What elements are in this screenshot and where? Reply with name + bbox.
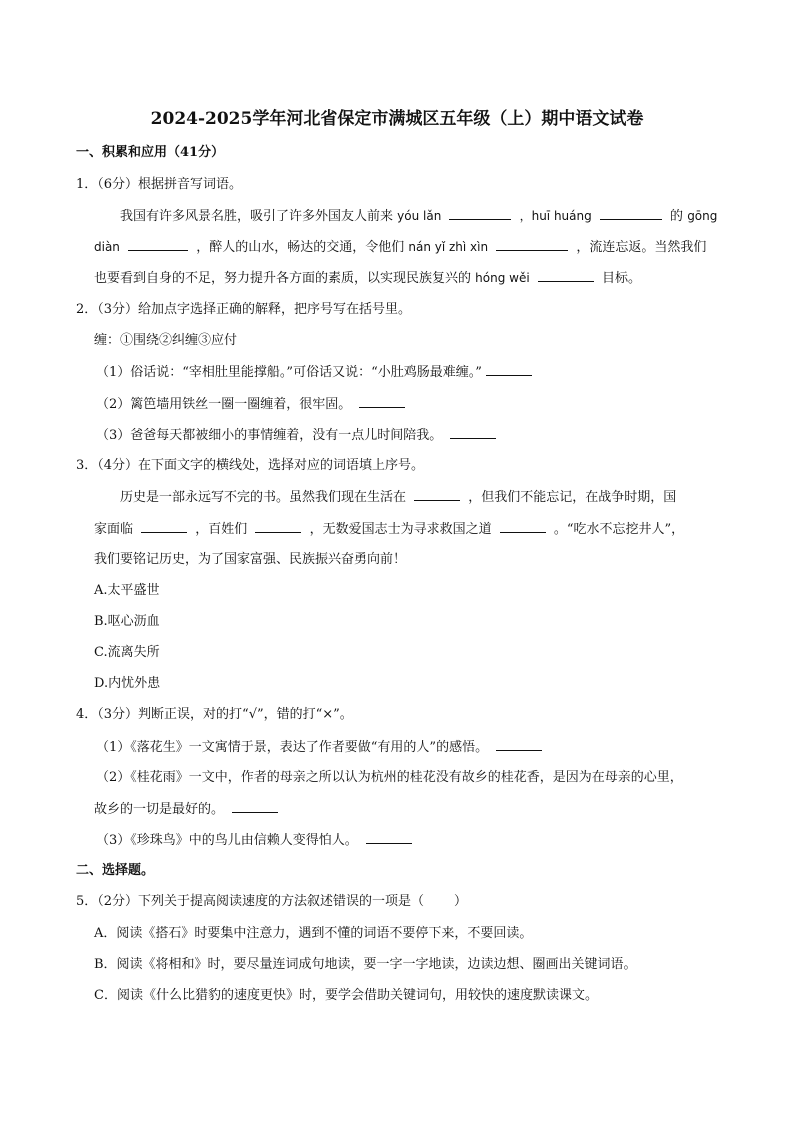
question-5-option-c: C．阅读《什么比猎豹的速度更快》时，要学会借助关键词句，用较快的速度默读课文。 — [94, 988, 598, 1003]
pinyin-huihuang: ，huī huáng — [519, 209, 592, 223]
question-4-item-2-cont — [94, 800, 282, 819]
passage-text: ，无数爱国志士为寻求救国之道 — [309, 522, 492, 537]
answer-blank[interactable] — [496, 238, 568, 251]
q1-text: 目标。 — [601, 271, 641, 286]
question-4-item-1 — [96, 738, 546, 757]
pinyin-hongwei: hóng wěi — [475, 271, 530, 285]
option-a: A.太平盛世 — [94, 583, 160, 598]
answer-blank[interactable] — [538, 269, 594, 282]
answer-blank[interactable] — [366, 831, 412, 844]
question-5-stem — [76, 893, 467, 911]
pinyin-youlan: yóu lǎn — [397, 209, 442, 223]
pinyin-nanyizhixin: nán yǐ zhì xìn — [408, 240, 489, 254]
question-2-sentence-2 — [96, 395, 409, 414]
question-3-stem: 3．（4分）在下面文字的横线处，选择对应的词语填上序号。 — [76, 458, 425, 473]
section-heading-2: 二、选择题。 — [76, 863, 155, 878]
section-heading-1: 一、积累和应用（41分） — [76, 145, 225, 160]
sentence-text: （1）俗话说：“宰相肚里能撑船。”可俗话又说：“小肚鸡肠最难缠。” — [96, 365, 482, 380]
question-2-stem: 2．（3分）给加点字选择正确的解释，把序号写在括号里。 — [76, 302, 412, 317]
question-5-option-b: B．阅读《将相和》时，要尽量连词成句地读，要一字一字地读，边读边想、圈画出关键词语。 — [94, 957, 637, 972]
question-2-definition: 缠：①围绕②纠缠③应付 — [94, 333, 238, 348]
option-b: B.呕心沥血 — [94, 614, 160, 629]
question-4-item-3 — [96, 831, 416, 850]
sentence-text: （2）篱笆墙用铁丝一圈一圈缠着，很牢固。 — [96, 397, 352, 412]
sentence-text: （3）爸爸每天都被细小的事情缠着，没有一点儿时间陪我。 — [96, 428, 443, 443]
question-2-sentence-1 — [96, 363, 536, 382]
passage-text: 。“吃水不忘挖井人”， — [553, 522, 685, 537]
question-3-line-2 — [94, 520, 684, 539]
stem-text: 5．（2分）下列关于提高阅读速度的方法叙述错误的一项是（ — [76, 894, 425, 909]
passage-text: 历史是一部永远写不完的书。虽然我们现在生活在 — [120, 490, 407, 505]
passage-text: ，但我们不能忘记，在战争时期，国 — [468, 490, 677, 505]
option-d: D.内忧外患 — [94, 676, 161, 691]
question-1-line-2 — [94, 238, 706, 257]
answer-blank[interactable] — [496, 738, 542, 751]
statement-text: （3）《珍珠鸟》中的鸟儿由信赖人变得怕人。 — [96, 833, 358, 848]
question-1-line-3 — [94, 269, 641, 288]
question-4-stem: 4．（3分）判断正误，对的打“√”，错的打“×”。 — [76, 707, 353, 722]
question-4-item-2: （2）《桂花雨》一文中，作者的母亲之所以认为杭州的桂花没有故乡的桂花香，是因为在母亲的心里， — [96, 770, 683, 785]
stem-text: ） — [454, 894, 468, 909]
answer-blank[interactable] — [359, 395, 405, 408]
answer-blank[interactable] — [449, 207, 511, 220]
pinyin-gongdian-1: gōng — [687, 209, 718, 223]
question-1-stem: 1．（6分）根据拼音写词语。 — [76, 177, 243, 192]
passage-text: ，百姓们 — [195, 522, 248, 537]
answer-blank[interactable] — [255, 520, 301, 533]
question-5-option-a: A．阅读《搭石》时要集中注意力，遇到不懂的词语不要停下来，不要回读。 — [94, 926, 533, 941]
q1-text: 我国有许多风景名胜，吸引了许多外国友人前来 — [120, 209, 394, 224]
question-3-line-1 — [120, 488, 676, 507]
passage-text: 家面临 — [94, 522, 134, 537]
answer-blank[interactable] — [141, 520, 187, 533]
page-title: 2024-2025学年河北省保定市满城区五年级（上）期中语文试卷 — [150, 109, 644, 129]
question-3-line-3: 我们要铭记历史，为了国家富强、民族振兴奋勇向前！ — [94, 552, 407, 567]
question-1-line-1 — [120, 207, 717, 226]
answer-blank[interactable] — [414, 488, 460, 501]
statement-text: 故乡的一切是最好的。 — [94, 802, 225, 817]
q1-text: ，流连忘返。当然我们 — [576, 240, 707, 255]
answer-blank[interactable] — [486, 363, 532, 376]
question-2-sentence-3 — [96, 426, 500, 445]
answer-blank[interactable] — [128, 238, 188, 251]
q1-text: ，醉人的山水，畅达的交通，令他们 — [196, 240, 405, 255]
option-c: C.流离失所 — [94, 645, 160, 660]
q1-text: 的 — [670, 209, 684, 224]
statement-text: （1）《落花生》一文寓情于景，表达了作者要做“有用的人”的感悟。 — [96, 740, 489, 755]
answer-blank[interactable] — [500, 520, 546, 533]
answer-blank[interactable] — [600, 207, 662, 220]
q1-text: 也要看到自身的不足，努力提升各方面的素质，以实现民族复兴的 — [94, 271, 472, 286]
answer-blank[interactable] — [450, 426, 496, 439]
pinyin-gongdian-2: diàn — [94, 240, 120, 254]
answer-blank[interactable] — [232, 800, 278, 813]
